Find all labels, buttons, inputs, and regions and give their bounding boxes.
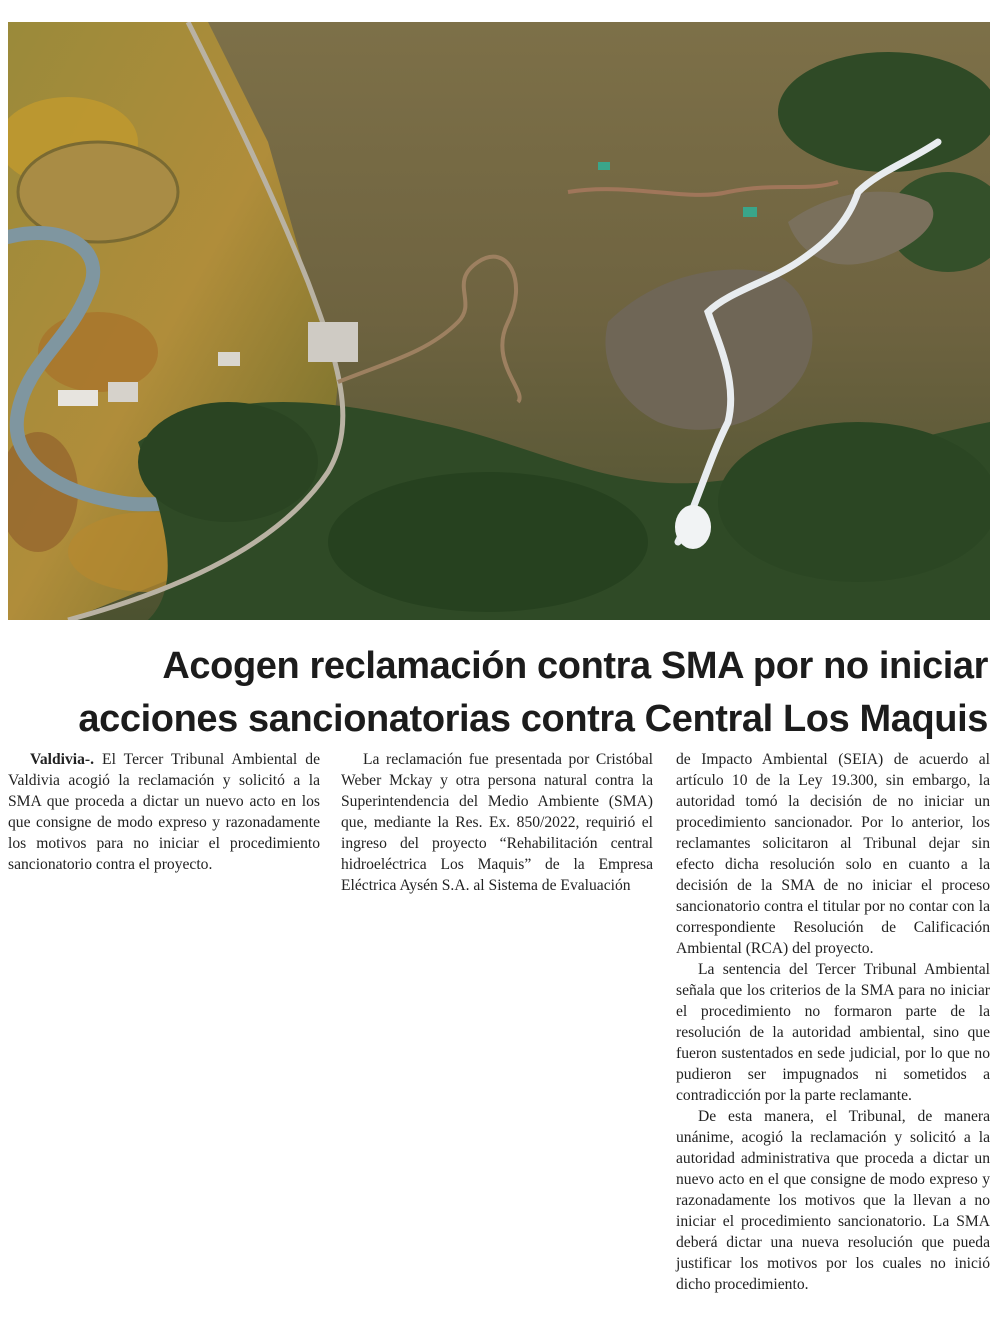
article-paragraph — [8, 749, 320, 875]
article-column-3 — [676, 749, 990, 1295]
headline-line-2: acciones sancionatorias contra Central Los Maquis — [78, 698, 988, 740]
column-2-text: La reclamación fue presentada por Cristóbal Weber Mckay y otra persona natural contra la Superintendencia del Medio Ambiente (SMA) que, mediante la Res. Ex. 850/2022, requirió el ingreso del proyecto “Rehabilitación central hidroeléctrica Los Maquis” de la Empresa Eléctrica Aysén S.A. al Sistema de Evaluación — [341, 751, 653, 894]
column-1-text: El Tercer Tribunal Ambiental de Valdivia acogió la reclamación y solicitó a la SMA que proceda a dictar un nuevo acto en los que consigne de modo expreso y razonadamente los motivos para no iniciar el procedimiento sancionatorio contra el proyecto. — [8, 751, 320, 873]
article-column-1 — [8, 749, 320, 875]
dateline: Valdivia-. — [30, 751, 94, 768]
headline — [20, 640, 988, 746]
headline-line-1: Acogen reclamación contra SMA por no iniciar — [162, 645, 988, 687]
column-3-paragraph-3: De esta manera, el Tribunal, de manera unánime, acogió la reclamación y solicitó a la autoridad administrativa que proceda a dictar un nuevo acto en el que consigne de modo expreso y razonadamente los motivos que la llevan a no iniciar el procedimiento sancionatorio. La SMA deberá dictar una nueva resolución que pueda justificar los motivos por los cuales no inició dicho procedimiento. — [676, 1108, 990, 1293]
aerial-photo — [8, 22, 990, 620]
article-column-2 — [341, 749, 653, 896]
column-3-paragraph-2: La sentencia del Tercer Tribunal Ambiental señala que los criterios de la SMA para no iniciar el procedimiento no formaron parte de la resolución de la autoridad ambiental, sino que fueron sustentados en sede judicial, por lo que no pudieron ser impugnados ni sometidos a contradicción por la parte reclamante. — [676, 961, 990, 1104]
aerial-photo-illustration — [8, 22, 990, 620]
column-3-paragraph-1: de Impacto Ambiental (SEIA) de acuerdo al artículo 10 de la Ley 19.300, sin embargo, la autoridad tomó la decisión de no iniciar un procedimiento sancionador. Por lo anterior, los reclamantes solicitaron al Tribunal dejar sin efecto dicha resolución solo en cuanto a la decisión de la SMA de no iniciar el proceso sancionatorio contra el titular por no contar con la correspondiente Resolución de Calificación Ambiental (RCA) del proyecto. — [676, 751, 990, 957]
